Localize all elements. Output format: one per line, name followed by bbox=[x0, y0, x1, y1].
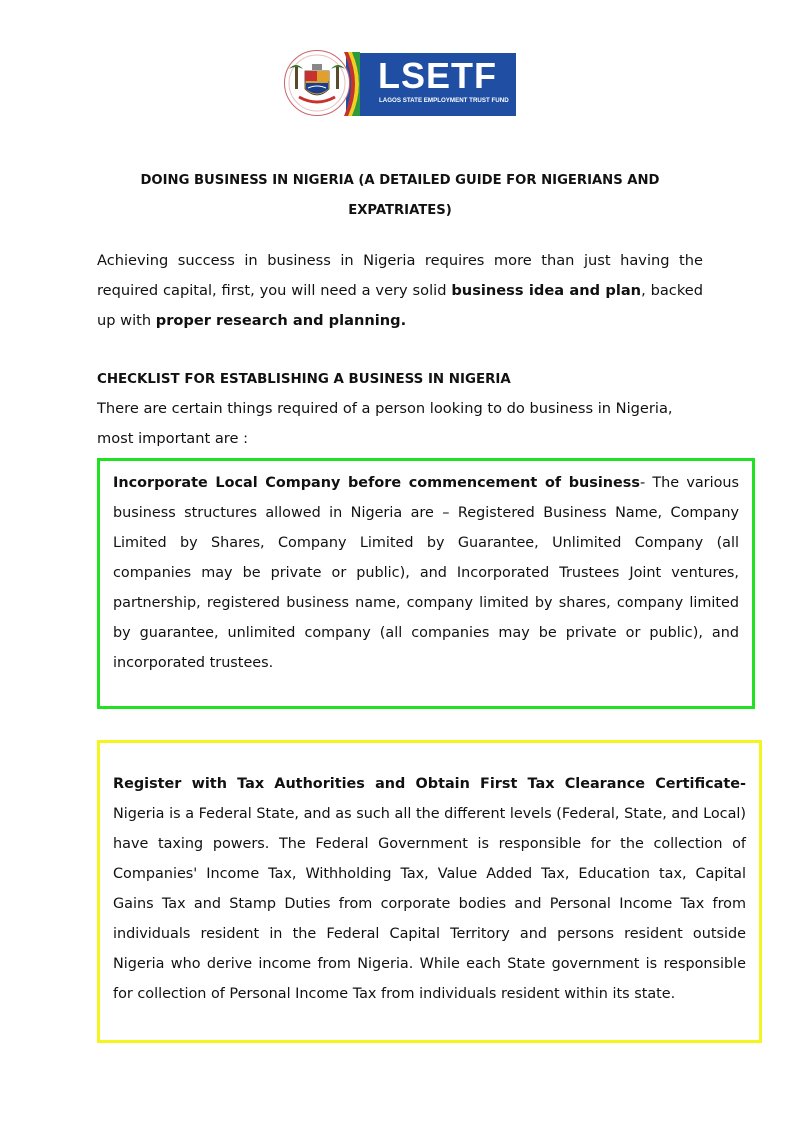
intro-text-2: , backed up with bbox=[97, 282, 703, 329]
logo-tagline: LAGOS STATE EMPLOYMENT TRUST FUND bbox=[379, 97, 509, 104]
logo-wordmark: LSETF bbox=[378, 55, 497, 96]
title-line-1: DOING BUSINESS IN NIGERIA (A DETAILED GUIDE FOR NIGERIANS AND bbox=[140, 173, 660, 188]
item-heading: Register with Tax Authorities and Obtain First Tax Clearance Certificate- bbox=[113, 776, 746, 792]
lsetf-logo bbox=[284, 50, 516, 118]
checklist-heading: CHECKLIST FOR ESTABLISHING A BUSINESS IN NIGERIA bbox=[97, 372, 511, 387]
brand-banner bbox=[346, 53, 516, 116]
intro-bold-2: proper research and planning. bbox=[155, 312, 407, 329]
intro-text-1: Achieving success in business in Nigeria requires more than just having the required capital, first, you will need a very solid bbox=[97, 252, 703, 299]
item-body: Nigeria is a Federal State, and as such all the different levels (Federal, State, and Local) have taxing powers. The Federal Government is responsible for the collection of Companies' Income Tax, Withholding Tax, Value Added Tax, Education tax, Capital Gains Tax and Stamp Duties from corporate bodies and Personal Income Tax from individuals resident in the Federal Capital Territory and persons resident outside Nigeria who derive income from Nigeria. While each State government is responsible for collection of Personal Income Tax from individuals resident within its state. bbox=[113, 806, 746, 1002]
intro-paragraph bbox=[97, 246, 703, 336]
title-line-2: EXPATRIATES) bbox=[348, 203, 452, 218]
item-body: - The various business structures allowed in Nigeria are – Registered Business Name, Company Limited by Shares, Company Limited by Guarantee, Unlimited Company (all companies may be private or public), and Incorporated Trustees Joint ventures, partnership, registered business name, company limited by shares, company limited by guarantee, unlimited company (all companies may be private or public), and incorporated trustees. bbox=[113, 475, 739, 671]
checklist-item-tax bbox=[97, 740, 762, 1043]
document-title bbox=[96, 166, 704, 226]
intro-bold-1: business idea and plan bbox=[451, 282, 642, 299]
lagos-state-seal-icon bbox=[284, 50, 350, 116]
checklist-item-incorporate bbox=[97, 458, 755, 709]
item-heading: Incorporate Local Company before commencement of business bbox=[113, 475, 640, 491]
checklist-intro: There are certain things required of a person looking to do business in Nigeria, most important are : bbox=[97, 400, 673, 447]
